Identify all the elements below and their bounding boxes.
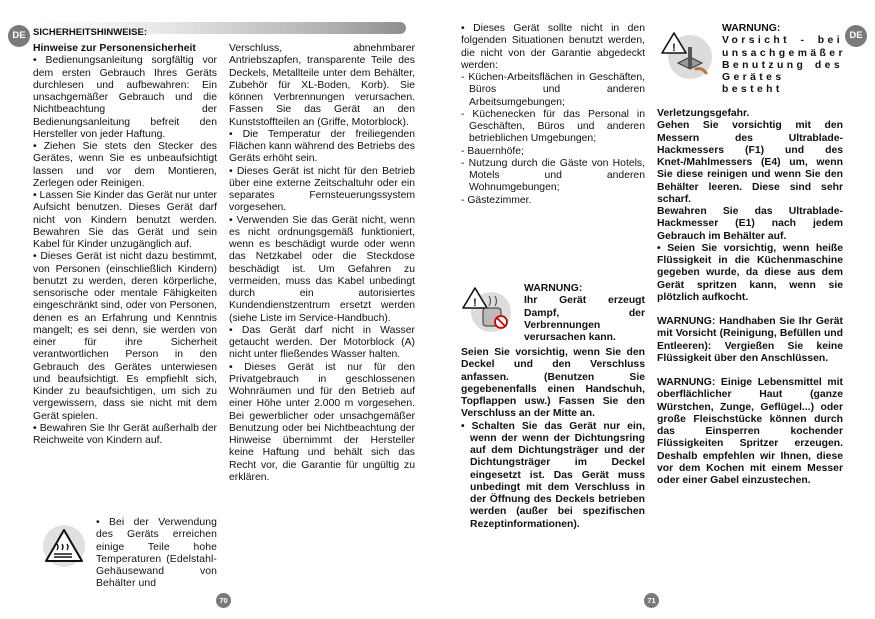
language-badge-right: DE [845,25,867,47]
spacer [657,304,843,316]
list-item: - Nutzung durch die Gäste von Hotels, Motels und anderen Wohnumgebungen; [461,157,645,194]
col4-paragraph-3: Bewahren Sie das Ultrablade-Hackmesser (E1) nach jedem Gebrauch im Behälter auf. [657,206,843,242]
col2-paragraph-2: • Die Temperatur der freiliegenden Flächen kann während des Betriebs des Geräts erhöht sein. [229,128,415,165]
col1-paragraph-6: • Bei der Verwendung des Geräts erreichen einige Teile hohe Temperaturen (Edelstahl-Gehäusewand von Behälter und [96,517,217,590]
col2-paragraph-3: • Dieses Gerät ist nicht für den Betrieb über eine externe Zeitschaltuhr oder ein separates Fernsteuerungssystem vorgesehen. [229,165,415,214]
list-item: - Bauernhöfe; [461,145,524,157]
blade-warning-title: WARNUNG: [722,23,781,34]
col3-intro: • Dieses Gerät sollte nicht in den folgenden Situationen benutzt werden, die nicht von der Garantie abgedeckt werden: [461,23,645,71]
steam-warning-icon [461,284,517,334]
blade-warning-icon [660,29,716,81]
col4-paragraph-6: WARNUNG: Einige Lebensmittel mit oberflächlicher Haut (ganze Würstchen, Zunge, Geflügel...) oder große Fleischstücke können durch das Einsperren kochender Flüssigkeiten Spritzer erzeugen. Deshalb empfehlen wir Ihnen, diese vor dem Kochen mit einem Messer oder einer Gabel einzustechen. [657,377,843,486]
steam-warning-continued [461,347,645,531]
language-badge-left: DE [8,25,30,47]
section-header [30,22,406,38]
steam-warning-title: WARNUNG: [524,283,583,294]
svg-text:!: ! [473,297,477,309]
column-4 [657,108,843,487]
usage-exclusion-list [461,72,645,207]
col1-paragraph-1: • Bedienungsanleitung sorgfältig vor dem ersten Gebrauch Ihres Geräts durchlesen und aufbewahren: Ein unsachgemäßer Gebrauch und die Nichtbeachtung der Bedienungsanleitung befreit den Hersteller von jeder Haftung. [33,55,217,140]
blade-warning-block [722,23,846,97]
col1-paragraph-3: • Lassen Sie Kinder das Gerät nur unter Aufsicht benutzen. Dieses Gerät darf nicht von Kindern benutzt werden. Bewahren Sie das Gerät und sein Kabel für Kinder unzugänglich auf. [33,190,217,250]
col2-paragraph-6: • Dieses Gerät ist nur für den Privatgebrauch in geschlossenen Wohnräumen und für den Betrieb auf einer Höhe unter 2.000 m vorgesehen. Bei gewerblicher oder unsachgemäßer Benutzung oder bei Nichtbeachtung der Hinweise übernimmt der Hersteller keine Haftung und behält sich das Recht vor, die Garantie für ungültig zu erklären. [229,361,415,483]
list-item: - Küchenecken für das Personal in Geschäften, Büros und anderen betrieblichen Umgebungen; [461,108,645,145]
section-header-label: SICHERHEITSHINWEISE: [33,27,148,38]
col4-paragraph-1: Verletzungsgefahr. [657,108,750,119]
column-3 [461,23,645,207]
col2-paragraph-1: Verschluss, abnehmbarer Antriebszapfen, transparente Teile des Deckels, Metallteile unter dem Behälter, Zubehör für XL-Boden, Korb). Sie können Verbrennungen verursachen. Fassen Sie das Gerät an den Kunststoffteilen an (Griffe, Motorblock). [229,43,415,128]
col1-paragraph-2: • Ziehen Sie stets den Stecker des Gerätes, wenn Sie es unbeaufsichtigt lassen und vor dem Montieren, Zerlegen oder Reinigen. [33,141,217,189]
steam-warning-text: Ihr Gerät erzeugt Dampf, der Verbrennungen verursachen kann. [524,295,645,343]
column-1 [33,43,217,447]
col4-paragraph-2: Gehen Sie vorsichtig mit den Messern des Ultrablade-Hackmessers (F1) und des Knet-/Mahlmessers (E4) um, wenn Sie diese reinigen und wenn Sie den Behälter leeren. Diese sind sehr scharf. [657,120,843,205]
personal-safety-heading: Hinweise zur Personensicherheit [33,43,196,54]
col4-paragraph-4: • Seien Sie vorsichtig, wenn heiße Flüssigkeit in die Küchenmaschine gegeben wurde, da diese aus dem Gerät spritzen kann, wenn sie plötzlich aufkocht. [657,242,843,303]
steam-warning-block [524,283,645,344]
col4-paragraph-5: WARNUNG: Handhaben Sie Ihr Gerät mit Vorsicht (Reinigung, Befüllen und Entleeren): Vergießen Sie keine Flüssigkeit über den Anschlüssen. [657,316,843,364]
page-number-left: 70 [216,593,231,608]
col1-paragraph-4: • Dieses Gerät ist nicht dazu bestimmt, von Personen (einschließlich Kindern) benutzt zu werden, deren körperliche, sensorische oder mentale Fähigkeiten eingeschränkt sind, oder von Personen, denen es an Erfahrung und Kenntnis mangelt; es sei denn, sie werden von einer für ihre Sicherheit verantwortlichen Person in den Gebrauch des Gerätes unterwiesen und beaufsichtigt. Es empfiehlt sich, Kinder zu beaufsichtigen, um sich zu vergewissern, dass sie nicht mit dem Gerät spielen. [33,251,217,422]
seal-ring-instruction: • Schalten Sie das Gerät nur ein, wenn der wenn der Dichtungsring auf dem Dichtungsträger und der Dichtungsträger im Deckel eingesetzt ist. Das Gerät muss unbedingt mit dem Verschluss in der Öffnung des Deckels betrieben werden (außer bei spezifischen Rezeptinformationen). [461,420,645,530]
hot-surface-warning-icon [40,524,88,568]
page-number-right: 71 [644,593,659,608]
blade-warning-text: Vorsicht - bei unsachgemäßer Benutzung des Gerätes besteht [722,35,846,96]
col2-paragraph-4: • Verwenden Sie das Gerät nicht, wenn es nicht ordnungsgemäß funktioniert, wenn es beschädigt wurde oder wenn das Netzkabel oder die Steckdose beschädigt ist. Um Gefahren zu vermeiden, muss das Kabel unbedingt durch ein autorisiertes Kundendienstzentrum ersetzt werden (siehe Liste im Service-Handbuch). [229,214,415,324]
col2-paragraph-5: • Das Gerät darf nicht in Wasser getaucht werden. Der Motorblock (A) nicht unter fließendes Wasser halten. [229,324,415,361]
col1-paragraph-6-wrapper [96,517,217,591]
column-2 [229,43,415,484]
spacer [657,365,843,377]
list-item: - Gästezimmer. [461,194,532,206]
steam-warning-continued-text: Seien Sie vorsichtig, wenn Sie den Deckel und den Verschluss anfassen. (Benutzen Sie gegebenenfalls einen Handschuh, Topflappen usw.) Fassen Sie den Verschluss an der Mitte an. [461,347,645,420]
svg-text:!: ! [672,42,676,54]
col1-paragraph-5: • Bewahren Sie Ihr Gerät außerhalb der Reichweite von Kindern auf. [33,422,217,446]
list-item: - Küchen-Arbeitsflächen in Geschäften, Büros und anderen Arbeitsumgebungen; [461,72,645,108]
